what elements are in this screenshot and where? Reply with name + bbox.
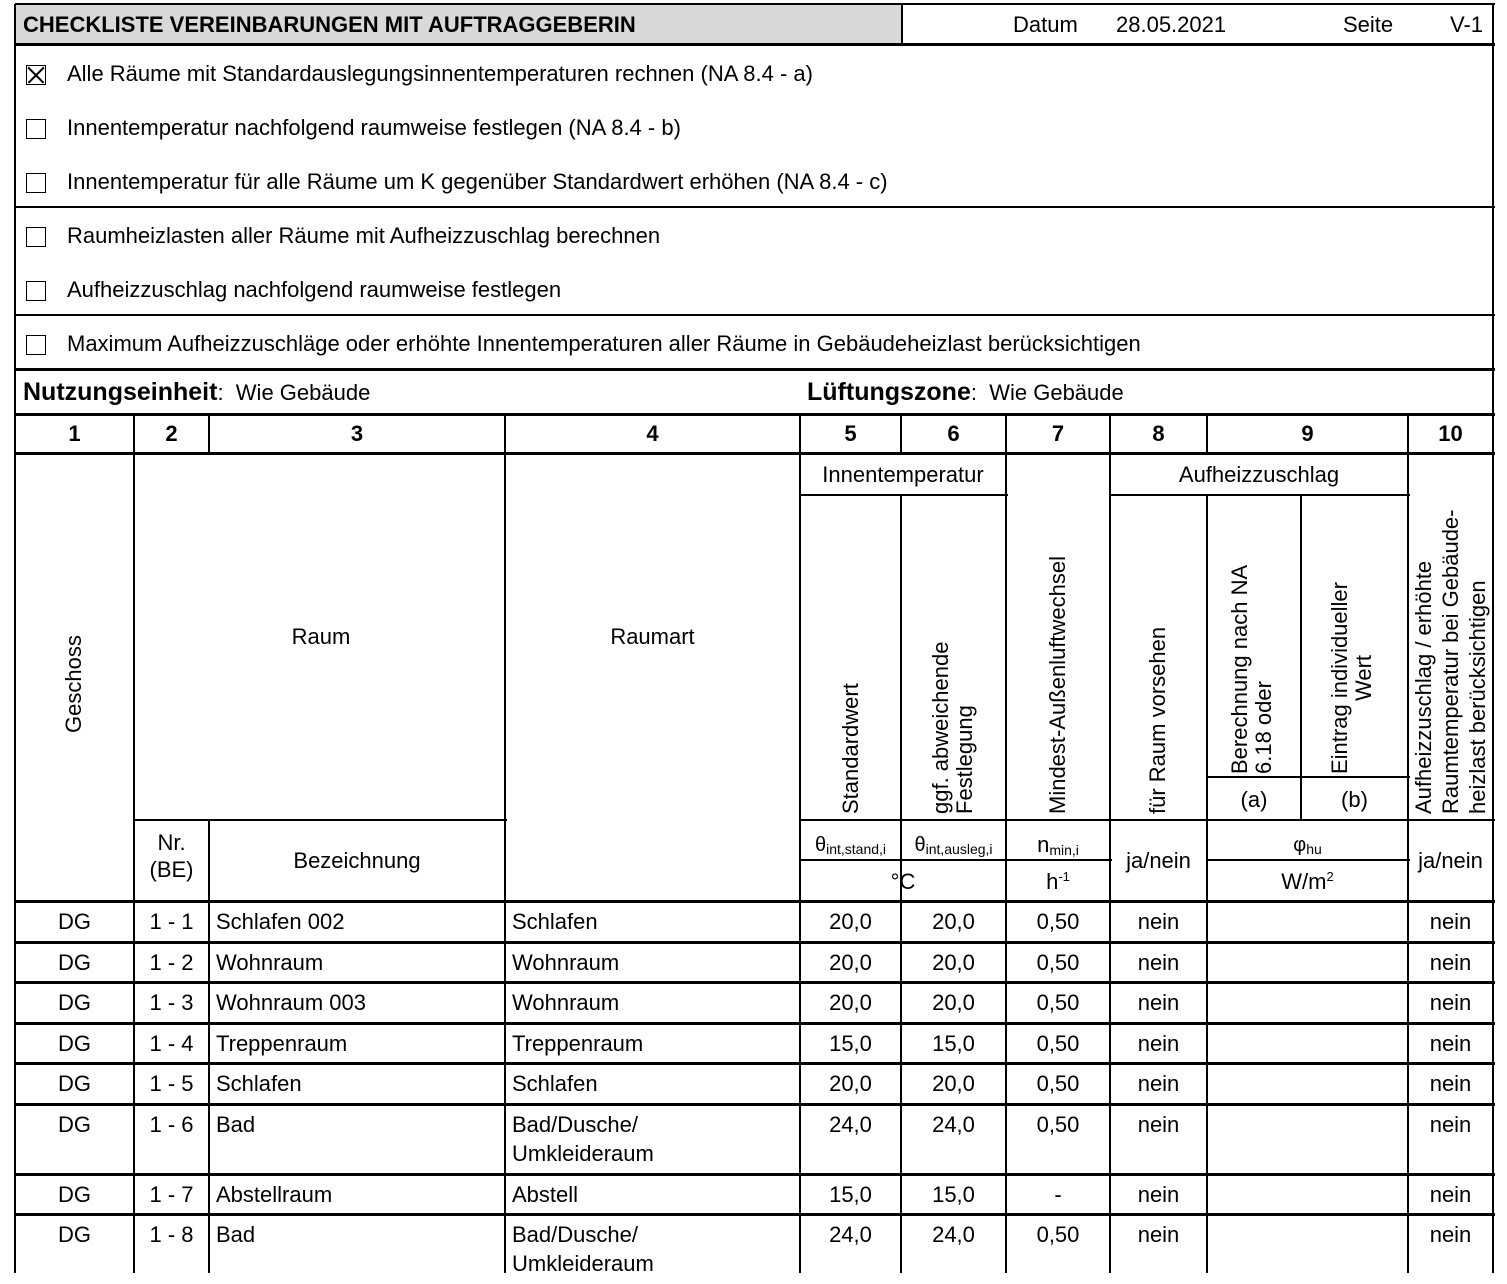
phi-symbol: φ xyxy=(1293,834,1307,856)
header-geschoss: Geschoss xyxy=(61,635,86,733)
header-sub-b: (b) xyxy=(1341,787,1368,812)
ventilation-zone-label: Lüftungszone xyxy=(807,378,971,406)
cell-aufheiz: nein xyxy=(1137,1031,1180,1056)
page-title: CHECKLISTE VEREINBARUNGEN MIT AUFTRAGGEBERIN xyxy=(23,12,636,37)
cell-nr: 1 - 6 xyxy=(149,1112,194,1137)
unit-h: h xyxy=(1046,869,1059,894)
checklist-item[interactable] xyxy=(16,108,1493,148)
column-number: 1 xyxy=(68,421,81,446)
column-number: 9 xyxy=(1301,421,1314,446)
grid-line-horizontal xyxy=(800,819,1495,821)
grid-line-vertical xyxy=(504,414,506,1273)
header-abweichend xyxy=(929,642,977,814)
cell-geschoss: DG xyxy=(58,1031,91,1056)
grid-line-horizontal xyxy=(1110,494,1410,496)
cell-bezeichnung: Bad xyxy=(216,1112,256,1137)
checkbox-checked-icon[interactable] xyxy=(26,65,46,85)
grid-line-vertical xyxy=(1300,495,1302,820)
cell-line: Abstell xyxy=(512,1182,579,1207)
header-berechnung-line1: Berechnung nach NA xyxy=(1227,564,1252,774)
cell-t-ausleg: 15,0 xyxy=(932,1031,975,1056)
cell-t-ausleg: 15,0 xyxy=(932,1182,975,1207)
cell-line: Schlafen xyxy=(512,909,598,934)
cell-geschoss: DG xyxy=(58,1182,91,1207)
symbol-theta-ausleg xyxy=(901,832,1006,858)
checklist-item-label: Alle Räume mit Standardauslegungsinnentemperaturen rechnen (NA 8.4 - a) xyxy=(67,61,813,86)
cell-line: Bad/Dusche/ xyxy=(512,1112,638,1137)
ventilation-zone-colon: : xyxy=(970,380,977,405)
cell-n-min: 0,50 xyxy=(1036,990,1080,1015)
cell-beruecks: nein xyxy=(1429,1182,1472,1207)
cell-nr: 1 - 4 xyxy=(149,1031,194,1056)
cell-aufheiz: nein xyxy=(1137,1182,1180,1207)
header-luftwechsel: Mindest-Außenluftwechsel xyxy=(1045,555,1070,814)
cell-t-ausleg: 24,0 xyxy=(932,1222,975,1247)
cell-beruecks: nein xyxy=(1429,909,1472,934)
usage-unit-colon: : xyxy=(217,380,224,405)
cell-t-ausleg: 20,0 xyxy=(932,1071,975,1096)
page-label: Seite xyxy=(1343,12,1394,37)
theta-ausleg-subscript: int,ausleg,i xyxy=(925,841,993,857)
cell-t-stand: 20,0 xyxy=(829,990,872,1015)
cell-t-ausleg: 20,0 xyxy=(932,990,975,1015)
column-number: 3 xyxy=(350,421,364,446)
checklist-item[interactable] xyxy=(16,270,1493,310)
cell-nr: 1 - 5 xyxy=(149,1071,194,1096)
cell-geschoss: DG xyxy=(58,1222,91,1247)
cell-n-min: 0,50 xyxy=(1036,1071,1080,1096)
checklist-item[interactable] xyxy=(16,162,1493,202)
cell-nr: 1 - 7 xyxy=(149,1182,194,1207)
cell-beruecks: nein xyxy=(1429,990,1472,1015)
checklist-item-label: Maximum Aufheizzuschläge oder erhöhte Innentemperaturen aller Räume in Gebäudeheizlast berücksichtigen xyxy=(67,331,1141,356)
cell-beruecks: nein xyxy=(1429,1071,1472,1096)
checklist-item-label: Innentemperatur nachfolgend raumweise festlegen (NA 8.4 - b) xyxy=(67,115,681,140)
grid-line-vertical xyxy=(901,4,903,44)
cell-n-min: 0,50 xyxy=(1036,950,1080,975)
cell-aufheiz: nein xyxy=(1137,1222,1180,1247)
unit-w-exponent: 2 xyxy=(1326,869,1334,884)
checklist-item[interactable] xyxy=(16,54,1493,94)
cell-n-min: - xyxy=(1054,1182,1062,1207)
grid-line-horizontal xyxy=(134,819,507,821)
grid-line-vertical xyxy=(1492,4,1494,1273)
cell-t-stand: 24,0 xyxy=(829,1112,872,1137)
cell-t-stand: 15,0 xyxy=(829,1182,872,1207)
header-eintrag-line1: Eintrag individueller xyxy=(1327,582,1352,774)
date-value: 28.05.2021 xyxy=(1116,12,1227,37)
header-standardwert: Standardwert xyxy=(838,683,863,814)
header-col10-line3: heizlast berücksichtigen xyxy=(1465,580,1490,814)
grid-line-horizontal xyxy=(15,981,1495,984)
cell-nr: 1 - 1 xyxy=(149,909,194,934)
cell-raumart xyxy=(505,1104,800,1168)
header-raum: Raum xyxy=(291,624,351,649)
cell-geschoss: DG xyxy=(58,909,91,934)
cell-t-ausleg: 24,0 xyxy=(932,1112,975,1137)
page-value: V-1 xyxy=(1450,12,1484,37)
cell-raumart xyxy=(505,901,800,936)
cell-bezeichnung: Abstellraum xyxy=(216,1182,333,1207)
cell-raumart xyxy=(505,1214,800,1278)
column-number: 8 xyxy=(1152,421,1165,446)
cell-line: Wohnraum xyxy=(512,990,620,1015)
unit-w-per-m2 xyxy=(1207,869,1408,895)
cell-aufheiz: nein xyxy=(1137,990,1180,1015)
cell-t-ausleg: 20,0 xyxy=(932,909,975,934)
header-nr xyxy=(134,829,209,883)
cell-aufheiz: nein xyxy=(1137,1071,1180,1096)
cell-nr: 1 - 8 xyxy=(149,1222,194,1247)
header-abweichend-line2: Festlegung xyxy=(952,705,977,814)
cell-nr: 1 - 2 xyxy=(149,950,194,975)
cell-aufheiz: nein xyxy=(1137,950,1180,975)
cell-line: Treppenraum xyxy=(512,1031,644,1056)
cell-n-min: 0,50 xyxy=(1036,1031,1080,1056)
header-berechnung xyxy=(1228,565,1276,774)
cell-bezeichnung: Wohnraum 003 xyxy=(216,990,367,1015)
header-berechnung-line2: 6.18 oder xyxy=(1251,681,1276,774)
grid-line-horizontal xyxy=(15,3,1495,5)
header-eintrag xyxy=(1328,582,1376,774)
header-nr-label: Nr. xyxy=(157,830,186,855)
column-number: 5 xyxy=(844,421,857,446)
grid-line-horizontal xyxy=(15,206,1495,208)
checkbox-empty-icon[interactable] xyxy=(26,119,46,139)
cell-nr: 1 - 3 xyxy=(149,990,194,1015)
grid-line-horizontal xyxy=(15,368,1495,371)
checklist-item-label: Innentemperatur für alle Räume um K gegenüber Standardwert erhöhen (NA 8.4 - c) xyxy=(67,169,888,194)
cell-line: Umkleideraum xyxy=(512,1251,654,1276)
n-symbol: n xyxy=(1037,832,1050,857)
cell-bezeichnung: Wohnraum xyxy=(216,950,324,975)
grid-line-horizontal xyxy=(1207,859,1410,861)
cell-beruecks: nein xyxy=(1429,1112,1472,1137)
usage-unit-label: Nutzungseinheit xyxy=(23,378,218,406)
theta-symbol: θ xyxy=(914,834,926,856)
cell-line: Schlafen xyxy=(512,1071,598,1096)
header-bezeichnung: Bezeichnung xyxy=(293,848,421,873)
cell-bezeichnung: Bad xyxy=(216,1222,256,1247)
usage-unit-value: Wie Gebäude xyxy=(235,380,371,405)
usage-unit xyxy=(23,379,370,406)
header-janein-10: ja/nein xyxy=(1418,848,1483,873)
symbol-n-min xyxy=(1006,832,1110,858)
unit-h-exponent: -1 xyxy=(1058,869,1070,884)
checkbox-empty-icon[interactable] xyxy=(26,335,46,355)
cell-t-ausleg: 20,0 xyxy=(932,950,975,975)
phi-subscript: hu xyxy=(1306,841,1322,857)
unit-per-hour xyxy=(1006,869,1110,895)
header-col10-line1: Aufheizzuschlag / erhöhte xyxy=(1411,560,1436,814)
cell-n-min: 0,50 xyxy=(1036,909,1080,934)
column-number: 2 xyxy=(165,421,178,446)
cell-aufheiz: nein xyxy=(1137,1112,1180,1137)
cell-t-stand: 20,0 xyxy=(829,950,872,975)
symbol-theta-stand xyxy=(800,832,901,858)
cell-geschoss: DG xyxy=(58,1112,91,1137)
checklist-item[interactable] xyxy=(16,324,1493,364)
grid-line-horizontal xyxy=(15,1022,1495,1025)
header-janein-8: ja/nein xyxy=(1126,848,1191,873)
grid-line-horizontal xyxy=(15,413,1495,416)
grid-line-horizontal xyxy=(15,1103,1495,1106)
cell-geschoss: DG xyxy=(58,990,91,1015)
ventilation-zone xyxy=(807,379,1124,406)
header-raumart: Raumart xyxy=(610,624,695,649)
checkbox-empty-icon[interactable] xyxy=(26,281,46,301)
grid-line-horizontal xyxy=(15,1062,1495,1065)
cell-n-min: 0,50 xyxy=(1036,1112,1080,1137)
cell-aufheiz: nein xyxy=(1137,909,1180,934)
checkbox-empty-icon[interactable] xyxy=(26,227,46,247)
checklist-item-label: Aufheizzuschlag nachfolgend raumweise festlegen xyxy=(67,277,562,302)
cell-raumart xyxy=(505,1063,800,1098)
header-aufheizzuschlag: Aufheizzuschlag xyxy=(1178,462,1340,487)
cell-raumart xyxy=(505,982,800,1017)
column-number: 4 xyxy=(646,421,659,446)
cell-t-stand: 24,0 xyxy=(829,1222,872,1247)
date-label: Datum xyxy=(1013,12,1078,37)
n-subscript: min,i xyxy=(1049,842,1079,858)
checkbox-empty-icon[interactable] xyxy=(26,173,46,193)
grid-line-horizontal xyxy=(15,900,1495,903)
grid-line-horizontal xyxy=(15,941,1495,944)
symbol-phi-hu xyxy=(1207,832,1408,858)
header-innentemperatur: Innentemperatur xyxy=(822,462,984,487)
cell-t-stand: 20,0 xyxy=(829,909,872,934)
cell-n-min: 0,50 xyxy=(1036,1222,1080,1247)
checklist-item[interactable] xyxy=(16,216,1493,256)
cell-beruecks: nein xyxy=(1429,950,1472,975)
cell-beruecks: nein xyxy=(1429,1031,1472,1056)
column-number: 10 xyxy=(1438,421,1463,446)
unit-celsius: °C xyxy=(890,869,916,894)
cell-raumart xyxy=(505,1023,800,1058)
header-col10-line2: Raumtemperatur bei Gebäude- xyxy=(1438,509,1463,814)
header-eintrag-line2: Wert xyxy=(1351,654,1376,702)
cell-bezeichnung: Treppenraum xyxy=(216,1031,348,1056)
grid-line-horizontal xyxy=(15,1173,1495,1176)
cell-t-stand: 20,0 xyxy=(829,1071,872,1096)
cell-line: Umkleideraum xyxy=(512,1141,654,1166)
grid-line-horizontal xyxy=(15,43,1495,46)
cell-beruecks: nein xyxy=(1429,1222,1472,1247)
header-sub-a: (a) xyxy=(1240,787,1268,812)
grid-line-horizontal xyxy=(15,314,1495,316)
ventilation-zone-value: Wie Gebäude xyxy=(989,380,1124,405)
cell-raumart xyxy=(505,942,800,977)
checklist-item-label: Raumheizlasten aller Räume mit Aufheizzuschlag berechnen xyxy=(67,223,661,248)
column-number: 7 xyxy=(1051,421,1065,446)
grid-line-horizontal xyxy=(15,1213,1495,1216)
cell-t-stand: 15,0 xyxy=(829,1031,872,1056)
grid-line-horizontal xyxy=(800,859,1112,861)
header-fuer-raum: für Raum vorsehen xyxy=(1145,626,1170,814)
cell-bezeichnung: Schlafen 002 xyxy=(216,909,345,934)
cell-geschoss: DG xyxy=(58,1071,91,1096)
column-number: 6 xyxy=(947,421,960,446)
grid-line-horizontal xyxy=(800,494,1008,496)
header-be-label: (BE) xyxy=(149,857,194,882)
unit-w: W/m xyxy=(1281,869,1327,894)
cell-line: Wohnraum xyxy=(512,950,620,975)
cell-geschoss: DG xyxy=(58,950,91,975)
cell-raumart xyxy=(505,1174,800,1209)
theta-symbol: θ xyxy=(814,834,827,856)
theta-stand-subscript: int,stand,i xyxy=(826,841,887,857)
header-beruecksichtigen xyxy=(1410,510,1491,815)
header-abweichend-line1: ggf. abweichende xyxy=(928,641,953,814)
grid-line-vertical xyxy=(14,4,16,1273)
cell-bezeichnung: Schlafen xyxy=(216,1071,302,1096)
cell-line: Bad/Dusche/ xyxy=(512,1222,638,1247)
grid-line-horizontal xyxy=(1207,776,1410,778)
